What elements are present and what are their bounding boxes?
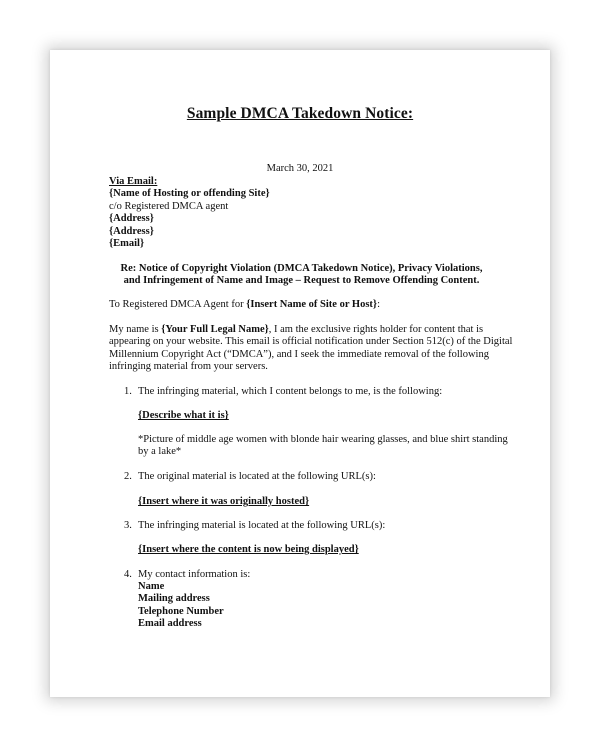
item-placeholder: {Insert where it was originally hosted}	[138, 496, 310, 507]
item-placeholder: {Describe what it is}	[138, 410, 229, 421]
item-number: 4.	[124, 569, 132, 580]
intro-line4: infringing material from your servers.	[109, 361, 268, 373]
item-number: 2.	[124, 471, 132, 482]
contact-mailing-address: Mailing address	[138, 593, 210, 605]
agent-line: c/o Registered DMCA agent	[109, 200, 229, 212]
intro-line3: Millennium Copyright Act (“DMCA”), and I seek the immediate removal of the following	[109, 348, 489, 360]
intro-paragraph	[109, 324, 513, 374]
email-placeholder: {Email}	[109, 238, 145, 250]
item-number: 1.	[124, 386, 132, 397]
item-number: 3.	[124, 520, 132, 531]
subject-line-2: and Infringement of Name and Image – Request to Remove Offending Content.	[123, 275, 480, 287]
item-note-line-1: *Picture of middle age women with blonde hair wearing glasses, and blue shirt standing	[138, 434, 508, 445]
intro-name: {Your Full Legal Name}	[161, 324, 269, 335]
address-placeholder-2: {Address}	[109, 225, 154, 237]
item-text: My contact information is:	[138, 569, 251, 580]
letter-date: March 30, 2021	[266, 163, 334, 174]
address-placeholder-1: {Address}	[109, 213, 154, 225]
contact-list	[138, 581, 494, 631]
item-note-line-2: by a lake*	[138, 446, 182, 458]
intro-line2: appearing on your website. This email is official notification under Section 512(c) of the Digital	[109, 336, 513, 348]
address-block	[109, 176, 494, 250]
salutation-prefix: To Registered DMCA Agent for	[109, 299, 247, 310]
document-page	[50, 50, 550, 697]
subject-line	[109, 263, 494, 288]
salutation-site: {Insert Name of Site or Host}	[246, 299, 378, 310]
contact-telephone: Telephone Number	[138, 605, 224, 617]
item-text: The original material is located at the following URL(s):	[138, 471, 376, 482]
document-title: Sample DMCA Takedown Notice:	[186, 105, 414, 122]
salutation	[109, 299, 494, 311]
contact-name: Name	[138, 581, 165, 592]
contact-email: Email address	[138, 618, 202, 630]
intro-line1-rest: , I am the exclusive rights holder for content that is	[268, 324, 484, 335]
salutation-suffix: :	[377, 299, 380, 310]
item-placeholder: {Insert where the content is now being displayed}	[138, 544, 359, 555]
item-note	[138, 434, 508, 459]
subject-line-1: Re: Notice of Copyright Violation (DMCA Takedown Notice), Privacy Violations,	[120, 263, 483, 274]
item-text: The infringing material, which I content belongs to me, is the following:	[138, 386, 443, 397]
site-placeholder: {Name of Hosting or offending Site}	[109, 188, 270, 200]
item-text: The infringing material is located at the following URL(s):	[138, 520, 386, 531]
via-email-label: Via Email:	[109, 176, 158, 187]
intro-prefix: My name is	[109, 324, 162, 335]
